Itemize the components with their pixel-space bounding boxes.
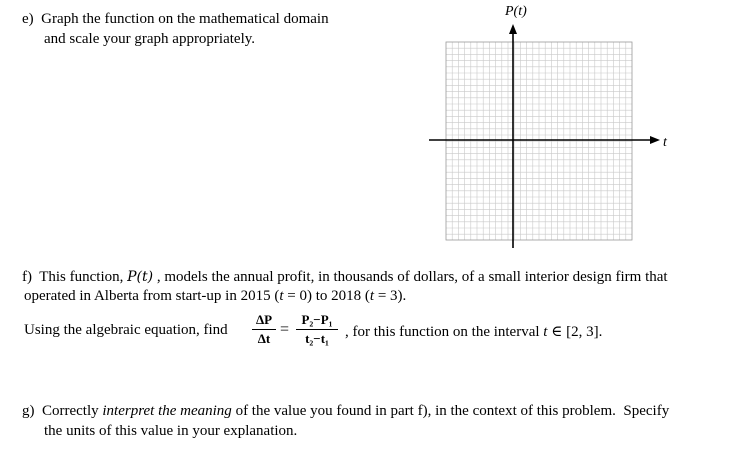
y-axis-arrow-icon xyxy=(509,24,517,34)
function-name: P(t) xyxy=(127,269,154,285)
fraction-bar-2 xyxy=(296,329,338,330)
part-g-line-1: g) Correctly interpret the meaning of the value you found in part f), in the context of this problem. Specify xyxy=(22,403,670,419)
p2-minus-p1-numerator: P₂−P₁ xyxy=(301,312,333,327)
delta-t-denominator: Δt xyxy=(257,331,271,346)
find-text: Using the algebraic equation, find xyxy=(24,322,228,338)
t2-minus-t1-denominator: t₂−t₁ xyxy=(305,331,329,346)
interval-text: , for this function on the interval t ∈ [2, 3]. xyxy=(345,324,603,340)
delta-p-numerator: ΔP xyxy=(255,312,273,327)
part-g-line-2: the units of this value in your explanation. xyxy=(44,423,298,439)
part-e-line-2: and scale your graph appropriately. xyxy=(44,31,256,47)
part-e-line-1: e) Graph the function on the mathematical domain xyxy=(22,11,329,27)
graph-x-axis-label: t xyxy=(663,135,667,150)
fraction-bar-1 xyxy=(252,329,276,330)
x-axis-arrow-icon xyxy=(650,136,660,144)
part-f-line-1: f) This function, P(t) , models the annual profit, in thousands of dollars, of a small interior design firm that xyxy=(22,269,668,285)
equals-sign: = xyxy=(280,321,290,338)
part-f-line-2: operated in Alberta from start-up in 2015 (t = 0) to 2018 (t = 3). xyxy=(24,288,407,304)
graph-y-axis-label: P(t) xyxy=(505,4,527,19)
